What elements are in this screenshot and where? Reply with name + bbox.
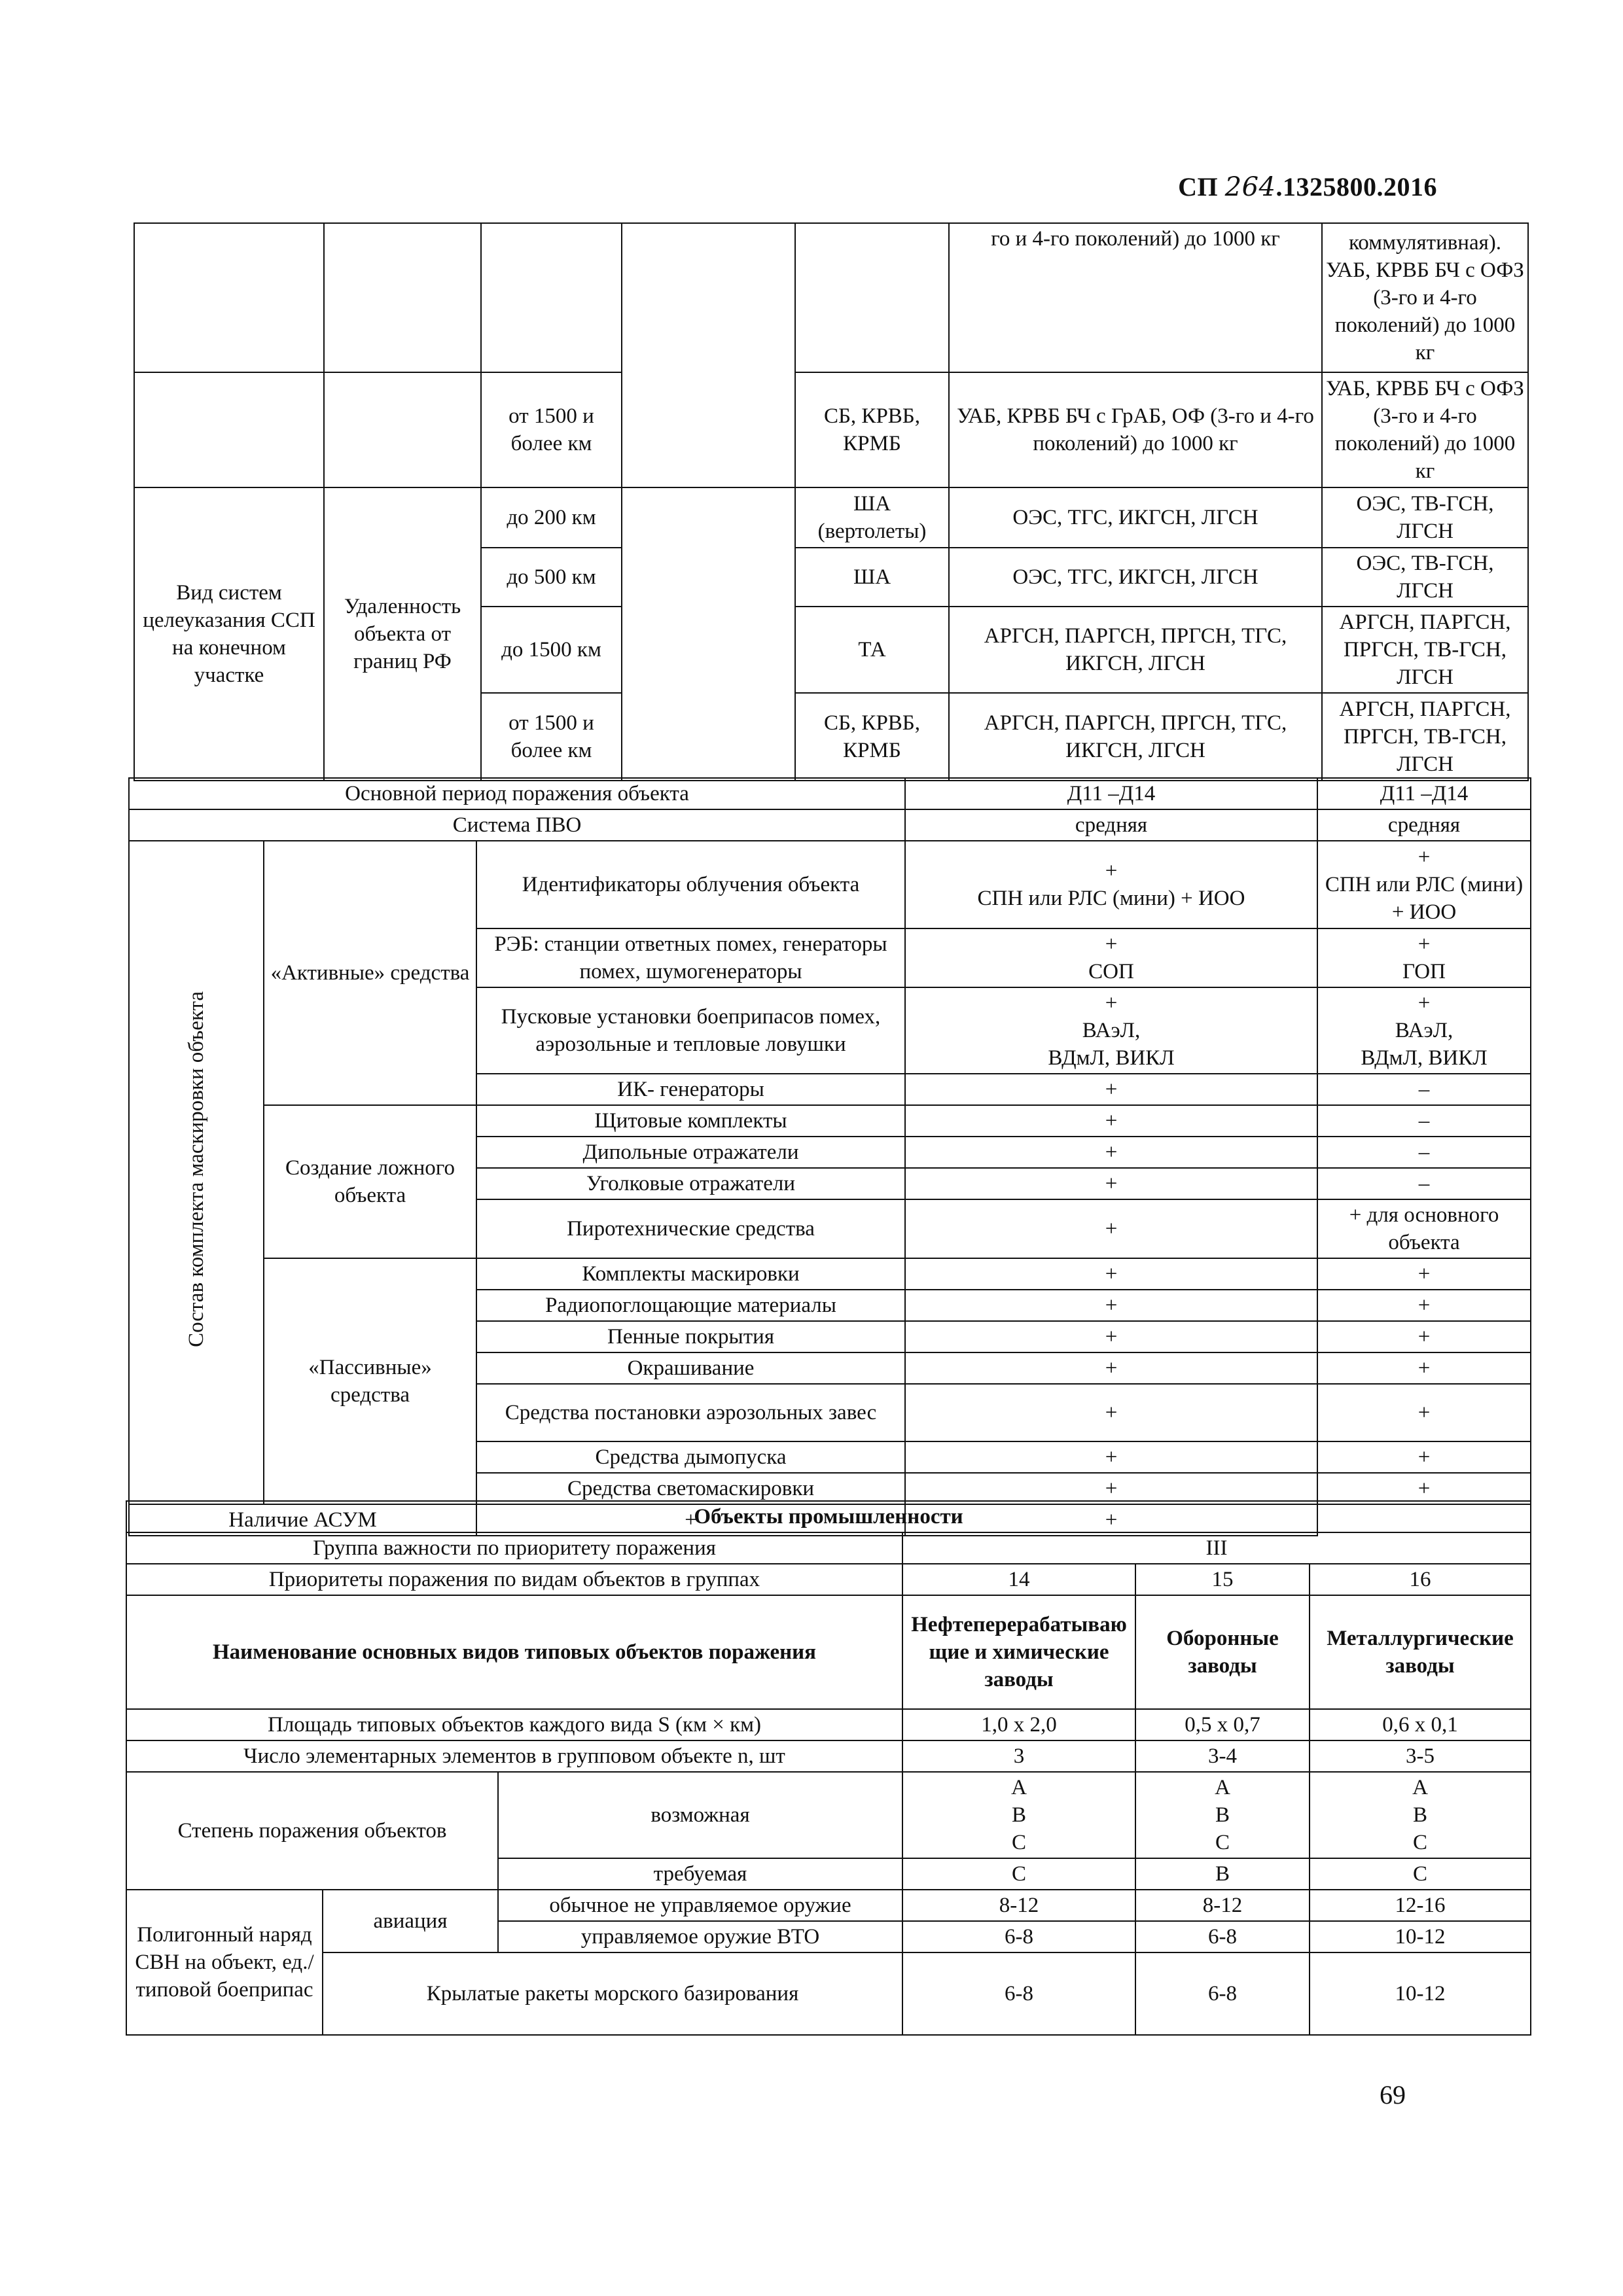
row-v1: + СПН или РЛС (мини) + ИОО [905, 841, 1317, 928]
guidance2-cell: УАБ, КРВБ БЧ с ОФЗ (3-го и 4-го поколений) до 1000 кг [1322, 372, 1528, 487]
cruise-value: 6-8 [1135, 1952, 1310, 2035]
targeting-table [134, 222, 1529, 781]
priority-value: 14 [902, 1564, 1135, 1595]
row-v1: + ВАэЛ, ВДмЛ, ВИКЛ [905, 987, 1317, 1074]
object-type-name: Металлургические заводы [1310, 1595, 1531, 1709]
row-v2: + ВАэЛ, ВДмЛ, ВИКЛ [1317, 987, 1531, 1074]
row-name: Дипольные отражатели [476, 1137, 905, 1168]
row-v1: + [905, 1352, 1317, 1384]
elements-value: 3-4 [1135, 1740, 1310, 1772]
guidance-cell: АРГСН, ПАРГСН, ПРГСН, ТГС, ИКГСН, ЛГСН [949, 607, 1322, 693]
row-name: Окрашивание [476, 1352, 905, 1384]
row-v2: + ГОП [1317, 928, 1531, 987]
unguided-value: 12-16 [1310, 1890, 1531, 1921]
row-v1: + [905, 1168, 1317, 1199]
vertical-group-cell [129, 841, 264, 1504]
row-v2: + для основного объекта [1317, 1199, 1531, 1258]
industry-table [126, 1500, 1531, 2036]
carrier-cell: ША (вертолеты) [795, 487, 949, 548]
row-name: ИК- генераторы [476, 1074, 905, 1105]
guided-value: 10-12 [1310, 1921, 1531, 1952]
guidance-cell: УАБ, КРВБ БЧ с ГрАБ, ОФ (3-го и 4-го поколений) до 1000 кг [949, 372, 1322, 487]
row-name: Щитовые комплекты [476, 1105, 905, 1137]
row-name: Средства светомаскировки [476, 1473, 905, 1504]
unguided-label: обычное не управляемое оружие [498, 1890, 902, 1921]
damage-possible-value: А В С [902, 1772, 1135, 1858]
row-v1: + [905, 1321, 1317, 1352]
row-v1: + [905, 1074, 1317, 1105]
carrier-cell: СБ, КРВБ, КРМБ [795, 372, 949, 487]
page-number: 69 [1380, 2080, 1406, 2110]
damage-label: Степень поражения объектов [126, 1772, 498, 1890]
carrier-cell: СБ, КРВБ, КРМБ [795, 693, 949, 781]
guidance2-cell: коммулятивная). УАБ, КРВБ БЧ с ОФЗ (3-го и 4-го поколений) до 1000 кг [1322, 223, 1528, 372]
damage-required-value: С [1310, 1858, 1531, 1890]
distance-group-label: Удаленность объекта от границ РФ [324, 487, 481, 781]
asum-v2: + [905, 1504, 1317, 1536]
period-v1: Д11 –Д14 [905, 778, 1317, 809]
row-v2: – [1317, 1168, 1531, 1199]
guided-value: 6-8 [902, 1921, 1135, 1952]
guided-label: управляемое оружие ВТО [498, 1921, 902, 1952]
row-v1: + [905, 1290, 1317, 1321]
row-name: РЭБ: станции ответных помех, генераторы помех, шумогенераторы [476, 928, 905, 987]
guidance2-cell: АРГСН, ПАРГСН, ПРГСН, ТВ-ГСН, ЛГСН [1322, 607, 1528, 693]
period-label: Основной период поражения объекта [129, 778, 905, 809]
distance-cell: до 500 км [481, 548, 622, 607]
damage-possible-value: А В С [1135, 1772, 1310, 1858]
row-name: Пусковые установки боеприпасов помех, аэрозольные и тепловые ловушки [476, 987, 905, 1074]
damage-possible-value: А В С [1310, 1772, 1531, 1858]
priority-value: 16 [1310, 1564, 1531, 1595]
row-v2: – [1317, 1105, 1531, 1137]
priorities-label: Приоритеты поражения по видам объектов в группах [126, 1564, 902, 1595]
object-type-name: Оборонные заводы [1135, 1595, 1310, 1709]
elements-value: 3-5 [1310, 1740, 1531, 1772]
row-v2: + [1317, 1258, 1531, 1290]
row-v1: + СОП [905, 928, 1317, 987]
names-label: Наименование основных видов типовых объектов поражения [126, 1595, 902, 1709]
row-v2: + [1317, 1441, 1531, 1473]
damage-required-value: С [902, 1858, 1135, 1890]
area-value: 1,0 х 2,0 [902, 1709, 1135, 1740]
document-header [1178, 171, 1437, 202]
row-v1: + [905, 1473, 1317, 1504]
guidance-cell: АРГСН, ПАРГСН, ПРГСН, ТГС, ИКГСН, ЛГСН [949, 693, 1322, 781]
priority-value: 15 [1135, 1564, 1310, 1595]
row-v2: – [1317, 1137, 1531, 1168]
group-value: III [902, 1532, 1531, 1564]
aviation-label: авиация [323, 1890, 498, 1952]
targeting-group-label: Вид систем целеуказания ССП на конечном участке [134, 487, 324, 781]
row-name: Уголковые отражатели [476, 1168, 905, 1199]
area-value: 0,6 х 0,1 [1310, 1709, 1531, 1740]
row-name: Средства постановки аэрозольных завес [476, 1384, 905, 1441]
row-v2: – [1317, 1074, 1531, 1105]
guidance-cell: ОЭС, ТГС, ИКГСН, ЛГСН [949, 487, 1322, 548]
row-name: Комплекты маскировки [476, 1258, 905, 1290]
row-name: Идентификаторы облучения объекта [476, 841, 905, 928]
elements-value: 3 [902, 1740, 1135, 1772]
guidance2-cell: ОЭС, ТВ-ГСН, ЛГСН [1322, 548, 1528, 607]
guidance-cell: го и 4-го поколений) до 1000 кг [949, 223, 1322, 372]
distance-cell: от 1500 и более км [481, 372, 622, 487]
guidance-cell: ОЭС, ТГС, ИКГСН, ЛГСН [949, 548, 1322, 607]
row-v1: + [905, 1384, 1317, 1441]
unguided-value: 8-12 [902, 1890, 1135, 1921]
row-v1: + [905, 1137, 1317, 1168]
row-name: Пиротехнические средства [476, 1199, 905, 1258]
asum-label: Наличие АСУМ [129, 1504, 476, 1536]
header-suffix: .1325800.2016 [1275, 172, 1437, 202]
section-title: Объекты промышленности [126, 1501, 1531, 1532]
active-label: «Активные» средства [264, 841, 476, 1105]
row-v2: + [1317, 1352, 1531, 1384]
pvo-v1: средняя [905, 809, 1317, 841]
elements-label: Число элементарных элементов в групповом объекте n, шт [126, 1740, 902, 1772]
header-prefix: СП [1178, 172, 1225, 202]
row-v1: + [905, 1441, 1317, 1473]
object-type-name: Нефтеперерабатывающие и химические заводы [902, 1595, 1135, 1709]
guided-value: 6-8 [1135, 1921, 1310, 1952]
pvo-label: Система ПВО [129, 809, 905, 841]
cruise-value: 10-12 [1310, 1952, 1531, 2035]
passive-label: «Пассивные» средства [264, 1258, 476, 1504]
unguided-value: 8-12 [1135, 1890, 1310, 1921]
asum-v1: + [476, 1504, 905, 1536]
row-v1: + [905, 1199, 1317, 1258]
distance-cell: от 1500 и более км [481, 693, 622, 781]
masking-table [128, 777, 1531, 1536]
row-v2: + [1317, 1321, 1531, 1352]
area-label: Площадь типовых объектов каждого вида S (км × км) [126, 1709, 902, 1740]
row-v2: + СПН или РЛС (мини) + ИОО [1317, 841, 1531, 928]
vertical-label: Состав комплекта маскировки объекта [185, 991, 208, 1347]
row-name: Пенные покрытия [476, 1321, 905, 1352]
area-value: 0,5 х 0,7 [1135, 1709, 1310, 1740]
row-v2: + [1317, 1290, 1531, 1321]
damage-possible-label: возможная [498, 1772, 902, 1858]
guidance2-cell: АРГСН, ПАРГСН, ПРГСН, ТВ-ГСН, ЛГСН [1322, 693, 1528, 781]
period-v2: Д11 –Д14 [1317, 778, 1531, 809]
row-name: Средства дымопуска [476, 1441, 905, 1473]
row-name: Радиопоглощающие материалы [476, 1290, 905, 1321]
row-v2: + [1317, 1384, 1531, 1441]
svn-label: Полигонный наряд СВН на объект, ед./типовой боеприпас [126, 1890, 323, 2035]
group-label: Группа важности по приоритету поражения [126, 1532, 902, 1564]
cruise-label: Крылатые ракеты морского базирования [323, 1952, 902, 2035]
decoy-label: Создание ложного объекта [264, 1105, 476, 1258]
carrier-cell: ША [795, 548, 949, 607]
carrier-cell: ТА [795, 607, 949, 693]
row-v1: + [905, 1105, 1317, 1137]
distance-cell: до 1500 км [481, 607, 622, 693]
row-v2: + [1317, 1473, 1531, 1504]
cruise-value: 6-8 [902, 1952, 1135, 2035]
pvo-v2: средняя [1317, 809, 1531, 841]
damage-required-label: требуемая [498, 1858, 902, 1890]
guidance2-cell: ОЭС, ТВ-ГСН, ЛГСН [1322, 487, 1528, 548]
row-v1: + [905, 1258, 1317, 1290]
distance-cell: до 200 км [481, 487, 622, 548]
header-handwritten-number: 264 [1224, 172, 1276, 202]
damage-required-value: В [1135, 1858, 1310, 1890]
